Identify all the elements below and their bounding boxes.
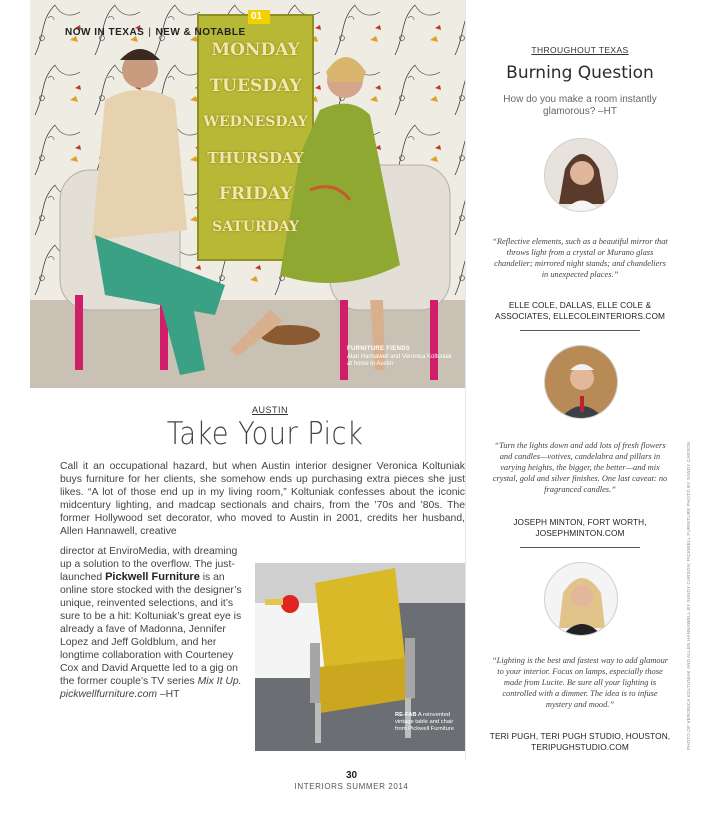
drawer-label: WEDNESDAY (203, 114, 308, 130)
article-text: director at EnviroMedia, with dreaming up a solution to the overflow. The just-launched (60, 546, 238, 583)
avatar (544, 138, 618, 212)
chair-caption-text: A reinvented vintage table and chair from Pickwell Furniture (395, 712, 454, 732)
drawer-label: THURSDAY (207, 149, 304, 167)
drawer-label: SATURDAY (212, 219, 299, 235)
answer-attribution: ELLE COLE, DALLAS, ELLE COLE & ASSOCIATES, ELLECOLEINTERIORS.COM (494, 300, 666, 321)
photo-credit: PHOTO OF VERONICA KOLTUNIAK AND ALLEN HANNAWELL BY SANDY CARSON; PICKWELL FURNITURE PHOTO BY SANDY CARSON (686, 441, 691, 750)
author-initials: –HT (157, 689, 180, 700)
answer-quote: “Lighting is the best and fastest way to add glamour to your interior. Focus on lamps, especially those made from Lucite. Be sure all your lighting is controlled with a dimmer. The idea is to infuse mystery and mood.” (491, 656, 669, 709)
column-divider (465, 0, 466, 760)
drawer-label: MONDAY (211, 40, 300, 60)
article-intro: Call it an occupational hazard, but when Austin interior designer Veronica Koltuniak buys furniture for her clients, she somehow ends up purchasing extra pieces she just likes. “A lot of those end up in my living room,” Koltuniak confesses about the iconic midcentury lighting, and madcap sectionals and chairs, from the ’70s and ’80s. The former Hollywood set decorator, who moved to Austin in 2001, credits her husband, Allen Hannawell, creative (60, 461, 465, 537)
show-title-and-url: Mix It Up. pickwellfurniture.com (60, 676, 242, 700)
subsection-label: NEW & NOTABLE (155, 27, 246, 38)
hero-caption-text: Alan Hannawell and Veronica Koltuniak at home in Austin (347, 353, 452, 367)
article-column (60, 545, 250, 701)
answer-attribution: JOSEPH MINTON, FORT WORTH, JOSEPHMINTON.COM (513, 517, 647, 538)
sidebar-kicker: THROUGHOUT TEXAS (531, 45, 629, 55)
answer-attribution: TERI PUGH, TERI PUGH STUDIO, HOUSTON, TERIPUGHSTUDIO.COM (489, 731, 671, 752)
article-text: is an online store stocked with the designer’s unique, reinvented selections, and it’s sure to be a hit: Koltuniak’s great eye is already a fave of Madonna, Jennifer Lopez and Jeff Goldblum, and her longtime collaboration with Courteney Cox and David Arquette led to a gig on the former couple’s TV series (60, 572, 242, 687)
portrait-joseph-minton (545, 346, 618, 419)
portrait-teri-pugh (545, 563, 618, 636)
avatar (544, 562, 618, 636)
drawer-label: FRIDAY (218, 184, 293, 204)
issue-label: INTERIORS SUMMER 2014 (294, 782, 409, 791)
brand-name: Pickwell Furniture (105, 571, 200, 583)
dresser-drawers (202, 32, 309, 242)
avatar (544, 345, 618, 419)
answer-quote: “Turn the lights down and add lots of fresh flowers and candles—votives, candelabra and pillars in varying heights, the bigger, the better—and mix crystal, gold and silver finishes. One last caveat: no fragranced candles.” (492, 441, 668, 494)
chair-caption-title: RE-FAB (395, 712, 417, 718)
sidebar-rule (520, 547, 640, 548)
article-headline: Take Your Pick (166, 416, 364, 452)
sidebar-question: How do you make a room instantly glamorous? –HT (503, 94, 657, 117)
sidebar-rule (520, 330, 640, 331)
section-label: NOW IN TEXAS (65, 27, 145, 38)
article-kicker: AUSTIN (252, 405, 289, 415)
drawer-label: TUESDAY (209, 76, 302, 96)
chair-caption (395, 712, 465, 733)
answer-quote: “Reflective elements, such as a beautiful mirror that throws light from a crystal or Murano glass chandelier; mirrored night stands; and chandeliers in unexpected places.” (492, 237, 668, 279)
dresser-number: 01 (251, 11, 263, 22)
portrait-elle-cole (545, 139, 618, 212)
hero-photo (30, 0, 465, 388)
section-separator: | (148, 27, 152, 38)
page-number: 30 (345, 770, 358, 781)
hero-caption-title: FURNITURE FIENDS (347, 346, 411, 352)
hero-caption (347, 346, 457, 369)
sidebar-title: Burning Question (506, 63, 654, 83)
